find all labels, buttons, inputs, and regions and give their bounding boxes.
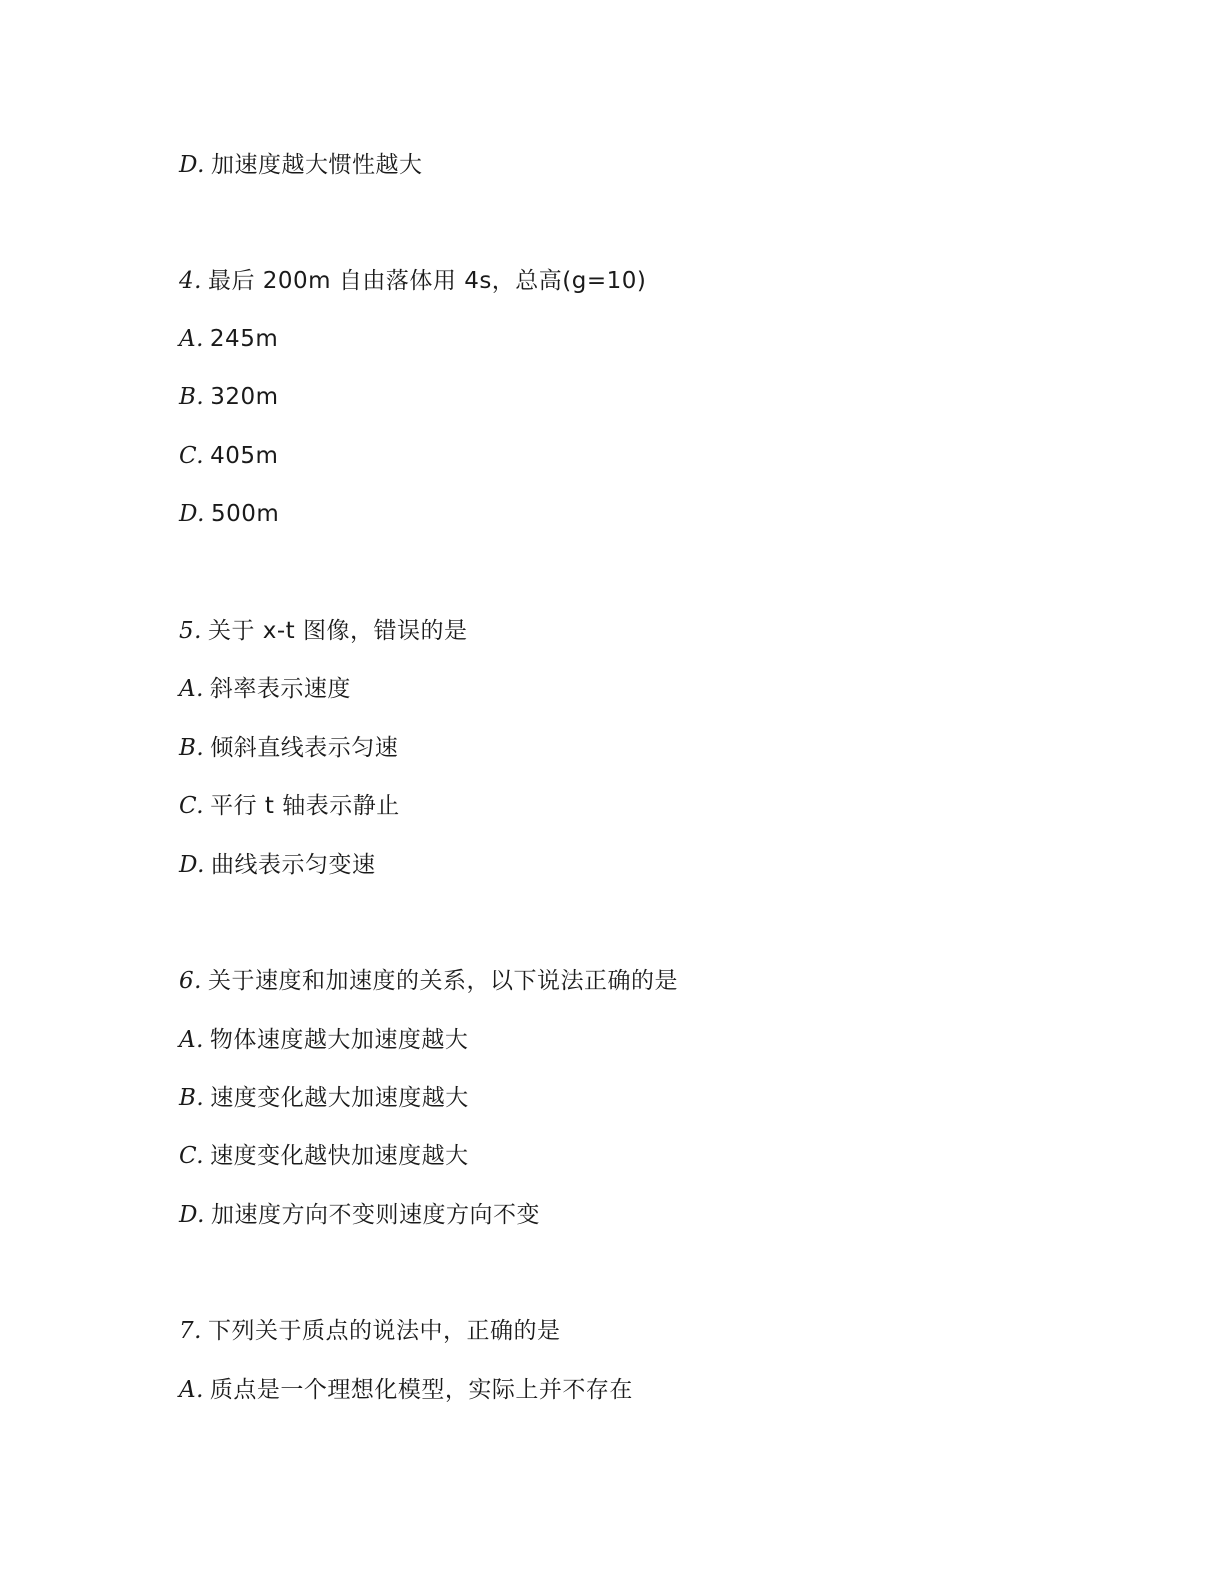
option-label: D. <box>179 152 205 178</box>
option-text: 500m <box>210 501 280 527</box>
option-text: 倾斜直线表示匀速 <box>210 735 399 761</box>
question-text: 关于 x-t 图像，错误的是 <box>207 618 468 644</box>
q7-option-a <box>179 1374 633 1406</box>
option-text: 速度变化越大加速度越大 <box>210 1085 469 1111</box>
option-label: A. <box>179 1377 204 1403</box>
q4-question <box>179 265 646 297</box>
q7-question <box>179 1315 560 1347</box>
q5-option-a <box>179 673 351 705</box>
question-text: 最后 200m 自由落体用 4s，总高(g=10) <box>207 268 647 294</box>
option-label: B. <box>179 384 205 410</box>
q4-option-d <box>179 498 279 530</box>
q6-option-a <box>179 1024 468 1056</box>
q4-option-a <box>179 323 278 355</box>
question-number: 7. <box>179 1318 202 1344</box>
option-label: D. <box>179 501 205 527</box>
option-text: 质点是一个理想化模型，实际上并不存在 <box>209 1377 633 1403</box>
option-label: A. <box>179 326 204 352</box>
q6-question <box>179 965 678 997</box>
option-label: D. <box>179 1202 205 1228</box>
q6-option-d <box>179 1199 540 1231</box>
option-text: 405m <box>210 443 279 469</box>
option-text: 加速度越大惯性越大 <box>210 152 423 178</box>
question-text: 关于速度和加速度的关系，以下说法正确的是 <box>207 968 678 994</box>
q6-option-c <box>179 1140 469 1172</box>
q4-option-c <box>179 440 278 472</box>
option-text: 320m <box>210 384 279 410</box>
q6-option-b <box>179 1082 469 1114</box>
question-number: 6. <box>179 968 202 994</box>
option-label: C. <box>179 443 205 469</box>
option-text: 速度变化越快加速度越大 <box>210 1143 469 1169</box>
q5-option-b <box>179 732 398 764</box>
q5-question <box>179 615 468 647</box>
question-number: 4. <box>179 268 202 294</box>
option-text: 曲线表示匀变速 <box>210 852 376 878</box>
option-label: B. <box>179 1085 205 1111</box>
option-text: 物体速度越大加速度越大 <box>209 1027 469 1053</box>
option-label: A. <box>179 1027 204 1053</box>
q5-option-c <box>179 790 400 822</box>
option-label: C. <box>179 793 205 819</box>
q4-option-b <box>179 381 279 413</box>
option-text: 245m <box>209 326 279 352</box>
option-label: D. <box>179 852 205 878</box>
option-label: B. <box>179 735 205 761</box>
q3-option-d <box>179 149 422 181</box>
question-number: 5. <box>179 618 202 644</box>
question-text: 下列关于质点的说法中，正确的是 <box>207 1318 561 1344</box>
q5-option-d <box>179 849 375 881</box>
option-label: A. <box>179 676 204 702</box>
option-text: 平行 t 轴表示静止 <box>210 793 400 819</box>
option-text: 斜率表示速度 <box>209 676 351 702</box>
option-text: 加速度方向不变则速度方向不变 <box>210 1202 540 1228</box>
option-label: C. <box>179 1143 205 1169</box>
